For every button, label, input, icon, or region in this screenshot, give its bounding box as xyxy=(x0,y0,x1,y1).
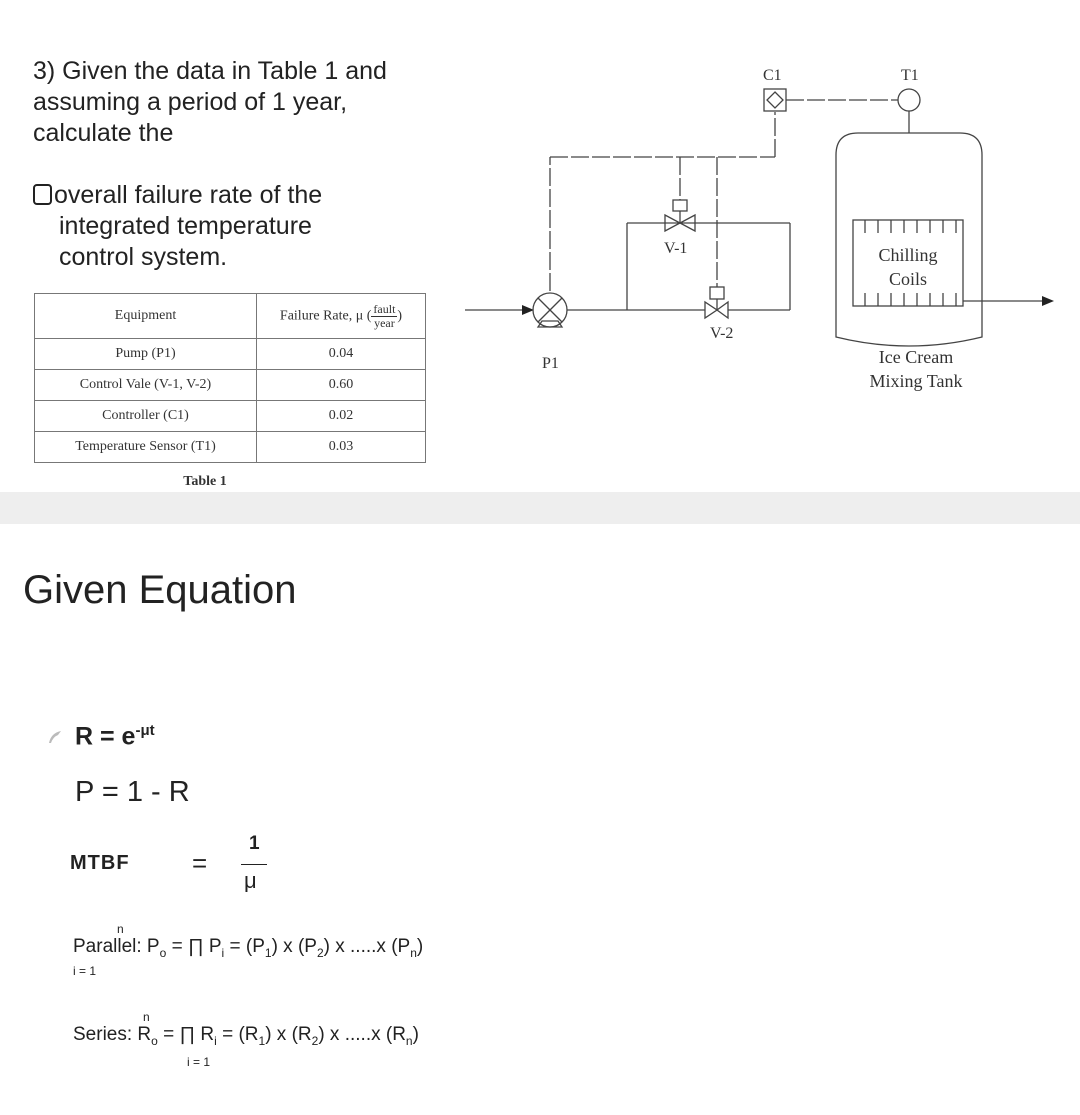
series-sub-0: o xyxy=(151,1033,158,1048)
parallel-sub-2: 2 xyxy=(316,945,324,960)
mtbf-fraction-bar xyxy=(241,864,267,865)
parallel-product: = ∏ P xyxy=(166,936,222,957)
parallel-term-2: ) x (P xyxy=(271,936,317,957)
outlet-arrow-icon xyxy=(1042,296,1054,306)
reliability-exponent: -μt xyxy=(135,722,155,739)
question-text xyxy=(33,56,473,149)
header-rate-label: Failure Rate, μ ( xyxy=(279,308,372,324)
mtbf-denominator: μ xyxy=(244,868,257,893)
header-equipment: Equipment xyxy=(35,294,257,339)
valve-v1-actuator xyxy=(673,200,687,211)
question-line-3: calculate the xyxy=(33,119,174,147)
probability-equation: P = 1 - R xyxy=(75,776,190,808)
parallel-upper-limit: n xyxy=(117,922,124,936)
header-unit-num: fault xyxy=(373,301,396,316)
row-equipment: Pump (P1) xyxy=(35,339,257,370)
row-rate: 0.60 xyxy=(257,370,426,401)
parallel-sub-i: i xyxy=(221,945,225,960)
parallel-sub-0: o xyxy=(159,945,167,960)
parallel-close: ) xyxy=(416,936,424,957)
bullet-line-2: integrated temperature xyxy=(59,212,312,240)
checkbox-icon xyxy=(33,184,52,205)
series-close: ) xyxy=(412,1024,419,1045)
series-sub-2: 2 xyxy=(311,1033,319,1048)
series-sub-i: i xyxy=(214,1033,217,1048)
valve-v2-right xyxy=(717,302,728,318)
pointer-icon xyxy=(48,730,62,744)
table-row xyxy=(35,339,426,370)
parallel-label: Parallel: P xyxy=(73,936,160,957)
series-sub-n: n xyxy=(405,1033,413,1048)
process-diagram xyxy=(460,55,1060,395)
question-bullet xyxy=(33,180,453,273)
reliability-equation xyxy=(75,722,155,751)
section-divider xyxy=(0,492,1080,524)
series-term-1: = (R xyxy=(216,1024,259,1045)
label-p1: P1 xyxy=(542,355,559,372)
label-t1: T1 xyxy=(901,67,919,84)
series-lower-limit: i = 1 xyxy=(187,1055,211,1069)
label-c1: C1 xyxy=(763,67,782,84)
table-caption: Table 1 xyxy=(183,474,227,489)
bullet-line-1: overall failure rate of the xyxy=(54,181,323,209)
header-unit xyxy=(371,303,397,330)
series-label: Series: R xyxy=(73,1024,152,1045)
table-row xyxy=(35,432,426,463)
table-header-row xyxy=(35,294,426,339)
question-line-1: 3) Given the data in Table 1 and xyxy=(33,57,387,85)
series-sub-1: 1 xyxy=(258,1033,266,1048)
series-term-2: ) x (R xyxy=(265,1024,312,1045)
signal-lines xyxy=(550,100,898,291)
header-close: ) xyxy=(397,308,403,324)
label-coils-2: Coils xyxy=(888,269,928,289)
bullet-line-3: control system. xyxy=(59,243,228,271)
row-equipment: Controller (C1) xyxy=(35,401,257,432)
label-coils-1: Chilling xyxy=(878,245,938,265)
label-v2: V-2 xyxy=(710,325,734,342)
label-tank-1: Ice Cream xyxy=(878,347,954,367)
row-rate: 0.02 xyxy=(257,401,426,432)
controller-c1-diamond xyxy=(767,92,783,108)
reliability-base: R = e xyxy=(75,722,136,751)
parallel-lower-limit: i = 1 xyxy=(73,964,97,978)
row-equipment: Temperature Sensor (T1) xyxy=(35,432,257,463)
mtbf-label: MTBF xyxy=(70,852,130,874)
inlet-arrow-icon xyxy=(522,305,534,315)
ice-cream-tank xyxy=(836,133,982,346)
mtbf-equals: = xyxy=(192,848,208,878)
mtbf-numerator: 1 xyxy=(249,833,260,854)
label-v1: V-1 xyxy=(664,240,688,257)
pump-base xyxy=(538,321,562,327)
table-row xyxy=(35,370,426,401)
parallel-sub-1: 1 xyxy=(264,945,272,960)
row-rate: 0.04 xyxy=(257,339,426,370)
valve-v2-actuator xyxy=(710,287,724,299)
sensor-t1 xyxy=(898,89,920,111)
series-equation xyxy=(73,1024,419,1048)
row-rate: 0.03 xyxy=(257,432,426,463)
series-upper-limit: n xyxy=(143,1010,150,1024)
parallel-sub-n: n xyxy=(410,945,417,960)
header-unit-den: year xyxy=(374,315,395,330)
label-tank-2: Mixing Tank xyxy=(869,371,963,391)
row-equipment: Control Vale (V-1, V-2) xyxy=(35,370,257,401)
header-failure-rate xyxy=(257,294,426,339)
series-term-n: ) x .....x (R xyxy=(318,1024,406,1045)
parallel-term-1: = (P xyxy=(224,936,265,957)
valve-v2-left xyxy=(705,302,717,318)
failure-rate-table xyxy=(34,293,426,463)
parallel-term-n: ) x .....x (P xyxy=(323,936,411,957)
table-row xyxy=(35,401,426,432)
series-product: = ∏ R xyxy=(157,1024,215,1045)
section-heading: Given Equation xyxy=(23,568,297,612)
question-line-2: assuming a period of 1 year, xyxy=(33,88,348,116)
parallel-equation xyxy=(73,936,423,960)
